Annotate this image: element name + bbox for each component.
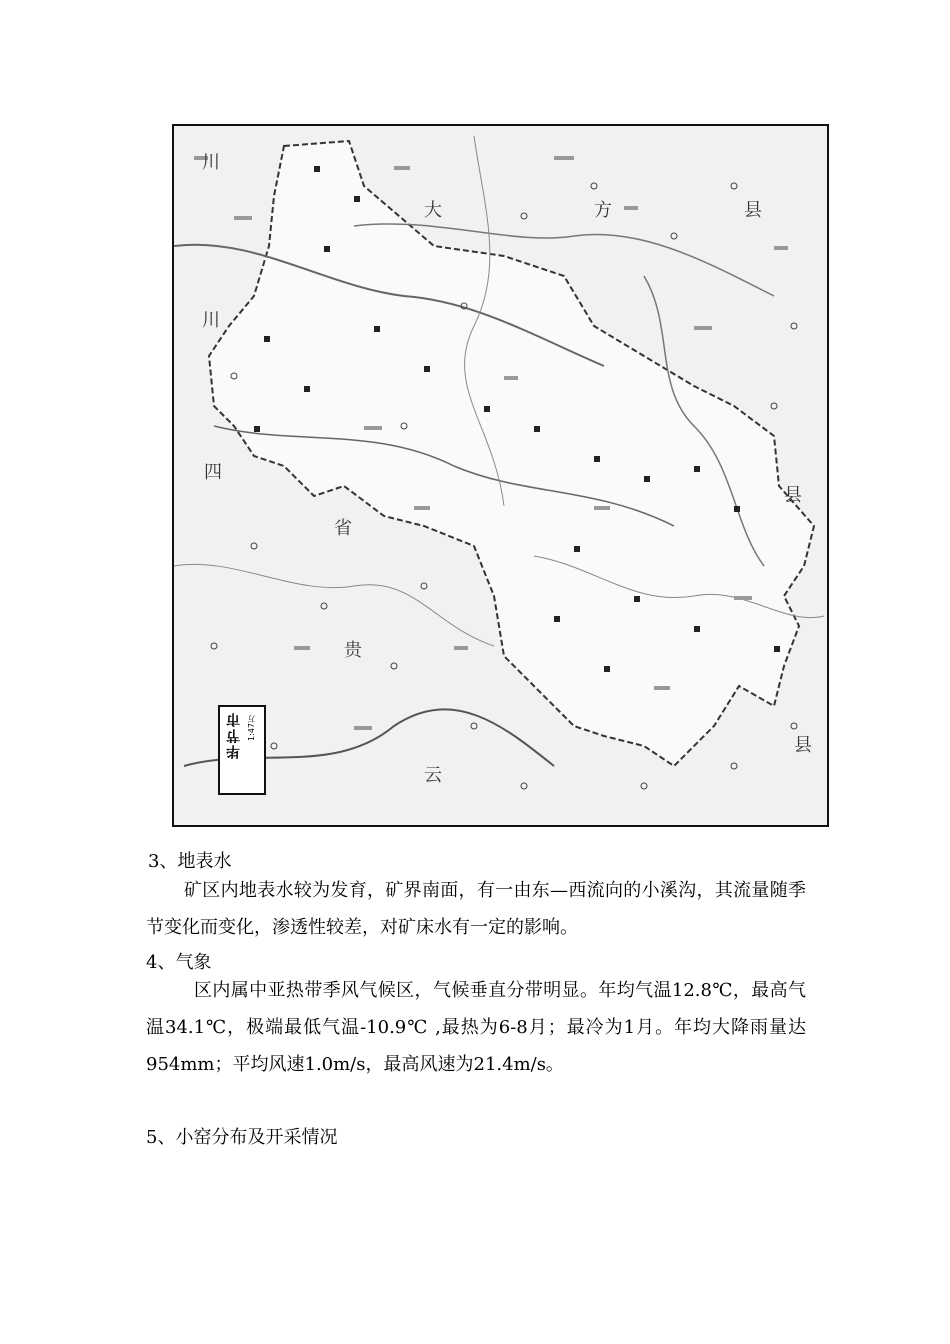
region-label: 方: [594, 200, 612, 221]
region-label: 省: [334, 518, 352, 539]
region-label: 川: [202, 310, 220, 331]
region-label: 县: [794, 735, 812, 756]
section-4-heading: 4、气象: [146, 952, 212, 973]
region-label: 大: [424, 200, 442, 221]
region-label: 县: [744, 200, 762, 221]
section-5-heading: 5、小窑分布及开采情况: [146, 1127, 338, 1148]
section-3-body: [146, 872, 806, 946]
region-label: 四: [204, 462, 222, 483]
section-4-paragraph: 区内属中亚热带季风气候区，气候垂直分带明显。年均气温12.8℃，最高气温34.1℃，极端最低气温-10.9℃ ,最热为6-8月；最冷为1月。年均大降雨量达954mm；平均风速1.0m/s，最高风速为21.4m/s。: [146, 980, 806, 1075]
map-graphic: [174, 126, 827, 825]
region-label: 县: [784, 485, 802, 506]
section-4-body: [146, 972, 806, 1083]
map-legend: [218, 705, 266, 795]
region-label: 贵: [344, 640, 362, 661]
section-3-paragraph: 矿区内地表水较为发育，矿界南面，有一由东—西流向的小溪沟，其流量随季节变化而变化，渗透性较差，对矿床水有一定的影响。: [146, 880, 806, 938]
section-3-heading: 3、地表水: [148, 851, 232, 872]
map-scale: 1:47万: [247, 715, 256, 741]
area-map: [172, 124, 829, 827]
map-title: 毕节市: [226, 711, 242, 759]
region-label: 川: [202, 152, 220, 173]
region-label: 云: [424, 765, 442, 786]
